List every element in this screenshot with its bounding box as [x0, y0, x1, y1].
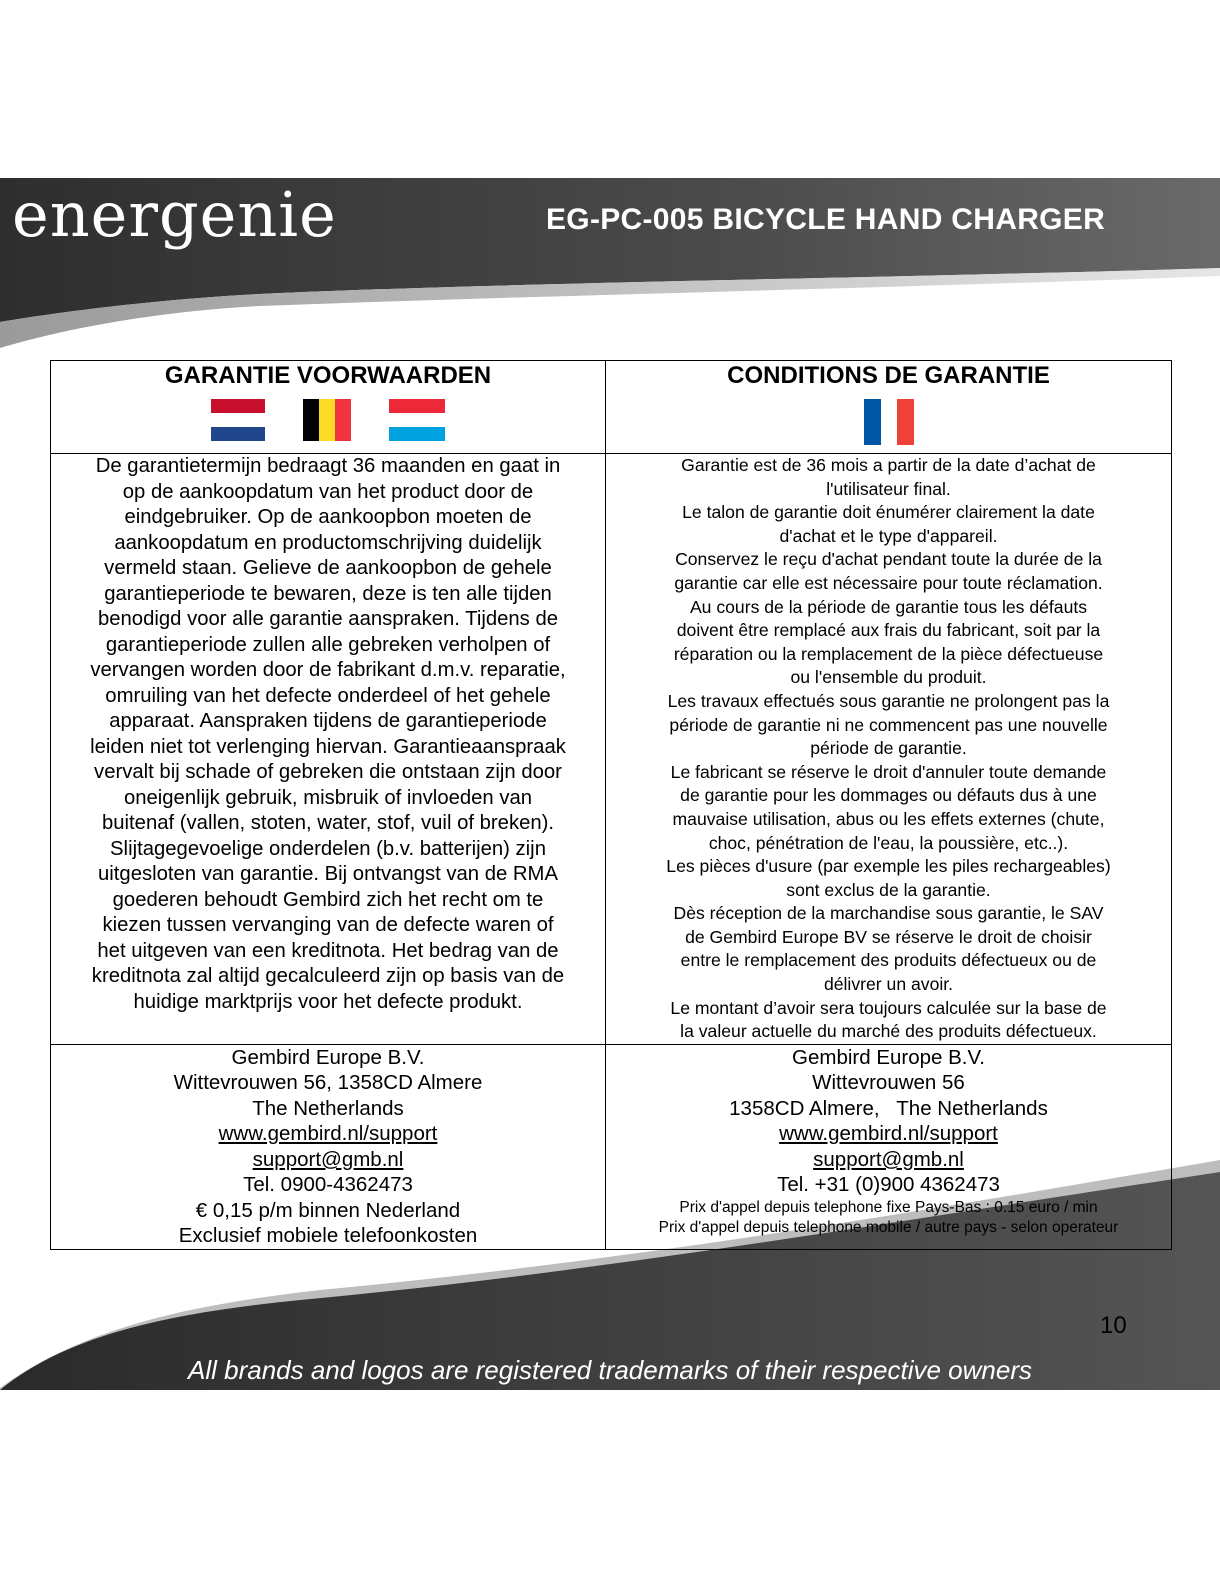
text-line: eindgebruiker. Op de aankoopbon moeten de — [124, 506, 532, 528]
fr-flags — [610, 399, 1167, 445]
text-line: période de garantie ni ne commencent pas une nouvelle — [669, 714, 1108, 735]
call-rate-fixed: Prix d'appel depuis telephone fixe Pays-Bas : 0.15 euro / min — [679, 1198, 1098, 1216]
city-country: 1358CD Almere, The Netherlands — [729, 1096, 1048, 1120]
company-name: Gembird Europe B.V. — [231, 1045, 425, 1069]
country: The Netherlands — [252, 1096, 404, 1120]
table-contact-row — [51, 1044, 1172, 1249]
phone: Tel. 0900-4362473 — [243, 1173, 413, 1197]
text-line: De garantietermijn bedraagt 36 maanden en gaat in — [95, 455, 561, 477]
text-line: oneigenlijk gebruik, misbruik of invloeden van — [123, 786, 533, 809]
text-line: garantieperiode zullen alle gebreken verholpen of — [105, 633, 551, 656]
nl-heading-cell — [51, 361, 606, 454]
flag-france-icon — [864, 399, 914, 445]
text-line: délivrer un avoir. — [823, 974, 954, 995]
text-line: Le fabricant se réserve le droit d'annuler toute demande — [670, 761, 1107, 782]
text-line: kreditnota zal altijd gecalculeerd zijn op basis van de — [91, 965, 565, 987]
text-line: de garantie pour les dommages ou défauts dus à une — [680, 785, 1097, 806]
mobile-note: Exclusief mobiele telefoonkosten — [178, 1224, 478, 1248]
text-line: la valeur actuelle du marché des produits défectueux. — [680, 1021, 1097, 1042]
table-header-row — [51, 361, 1172, 454]
table-body-row — [51, 454, 1172, 1045]
text-line: réparation ou la remplacement de la pièce défectueuse — [673, 643, 1104, 664]
nl-heading: GARANTIE VOORWAARDEN — [164, 362, 492, 389]
fr-contact — [606, 1044, 1172, 1249]
text-line: Garantie est de 36 mois a partir de la date d’achat de — [681, 455, 1096, 475]
company-name: Gembird Europe B.V. — [792, 1045, 985, 1069]
trademark-notice: All brands and logos are registered trademarks of their respective owners — [188, 1355, 1032, 1385]
text-line: d'achat et le type d'appareil. — [779, 525, 998, 546]
text-line: sont exclus de la garantie. — [786, 879, 991, 900]
text-line: Au cours de la période de garantie tous les défauts — [689, 596, 1088, 617]
nl-flags — [55, 399, 601, 445]
text-line: huidige marktprijs voor het defecte produkt. — [133, 990, 523, 1013]
text-line: vermeld staan. Gelieve de aankoopbon de gehele — [104, 557, 552, 579]
text-line: période de garantie. — [810, 738, 967, 759]
text-line: Le montant d’avoir sera toujours calculée sur la base de — [670, 997, 1107, 1018]
flag-netherlands-icon — [211, 399, 265, 441]
text-line: mauvaise utilisation, abus ou les effets externes (chute, — [672, 808, 1105, 829]
fr-heading: CONDITIONS DE GARANTIE — [727, 362, 1050, 389]
text-line: goederen behoudt Gembird zich het recht om te — [112, 888, 544, 911]
address: Wittevrouwen 56, 1358CD Almere — [173, 1071, 483, 1095]
text-line: Dès réception de la marchandise sous garantie, le SAV — [673, 903, 1104, 924]
support-email-link[interactable]: support@gmb.nl — [252, 1147, 404, 1171]
flag-luxembourg-icon — [389, 399, 445, 441]
text-line: op de aankoopdatum van het product door de — [122, 480, 534, 503]
fr-heading-cell — [606, 361, 1172, 454]
support-website-link[interactable]: www.gembird.nl/support — [218, 1122, 438, 1146]
text-line: buitenaf (vallen, stoten, water, stof, vuil of breken). — [101, 812, 555, 834]
call-rate-mobile: Prix d'appel depuis telephone mobile / autre pays - selon operateur — [658, 1218, 1119, 1236]
text-line: Les pièces d'usure (par exemple les piles rechargeables) — [666, 856, 1111, 877]
nl-warranty-text — [51, 454, 606, 1045]
text-line: benodigd voor alle garantie aanspraken. Tijdens de — [97, 608, 559, 630]
text-line: vervalt bij schade of gebreken die ontstaan zijn door — [94, 761, 562, 783]
support-email-link[interactable]: support@gmb.nl — [813, 1147, 964, 1171]
phone: Tel. +31 (0)900 4362473 — [777, 1173, 1000, 1197]
text-line: l'utilisateur final. — [826, 478, 951, 499]
text-line: choc, pénétration de l'eau, la poussière, etc..). — [708, 832, 1069, 853]
text-line: Conservez le reçu d'achat pendant toute la durée de la — [675, 549, 1102, 570]
text-line: apparaat. Aanspraken tijdens de garantieperiode — [109, 710, 547, 732]
street: Wittevrouwen 56 — [812, 1071, 965, 1095]
text-line: garantieperiode te bewaren, deze is ten alle tijden — [104, 582, 552, 605]
nl-contact — [51, 1044, 606, 1249]
text-line: Slijtagegevoelige onderdelen (b.v. batterijen) zijn — [110, 837, 546, 860]
text-line: ou l'ensemble du produit. — [790, 667, 987, 688]
text-line: aankoopdatum en productomschrijving duidelijk — [114, 531, 542, 554]
text-line: het uitgeven van een kreditnota. Het bedrag van de — [97, 939, 559, 962]
text-line: omruiling van het defecte onderdeel of het gehele — [105, 684, 551, 707]
document-title: EG-PC-005 BICYCLE HAND CHARGER — [546, 203, 1106, 236]
text-line: garantie car elle est nécessaire pour toute réclamation. — [674, 572, 1103, 593]
text-line: uitgesloten van garantie. Bij ontvangst van de RMA — [98, 863, 558, 885]
support-website-link[interactable]: www.gembird.nl/support — [779, 1122, 998, 1146]
text-line: vervangen worden door de fabrikant d.m.v. reparatie, — [90, 659, 566, 681]
text-line: leiden niet tot verlenging hiervan. Garantieaanspraak — [90, 735, 566, 758]
text-line: Les travaux effectués sous garantie ne prolongent pas la — [667, 690, 1110, 711]
flag-belgium-icon — [303, 399, 351, 441]
energenie-logo: energenie — [12, 178, 337, 251]
text-line: de Gembird Europe BV se réserve le droit de choisir — [685, 926, 1092, 947]
text-line: doivent être remplacé aux frais du fabricant, soit par la — [676, 620, 1101, 641]
text-line: entre le remplacement des produits défectueux ou de — [680, 950, 1097, 971]
text-line: kiezen tussen vervanging van de defecte waren of — [102, 914, 554, 936]
warranty-table — [50, 360, 1172, 1250]
fr-warranty-text — [606, 454, 1172, 1045]
page-header — [0, 0, 1220, 370]
page-number: 10 — [1100, 1312, 1127, 1339]
call-rate: € 0,15 p/m binnen Nederland — [195, 1198, 461, 1222]
text-line: Le talon de garantie doit énumérer clairement la date — [682, 502, 1095, 523]
